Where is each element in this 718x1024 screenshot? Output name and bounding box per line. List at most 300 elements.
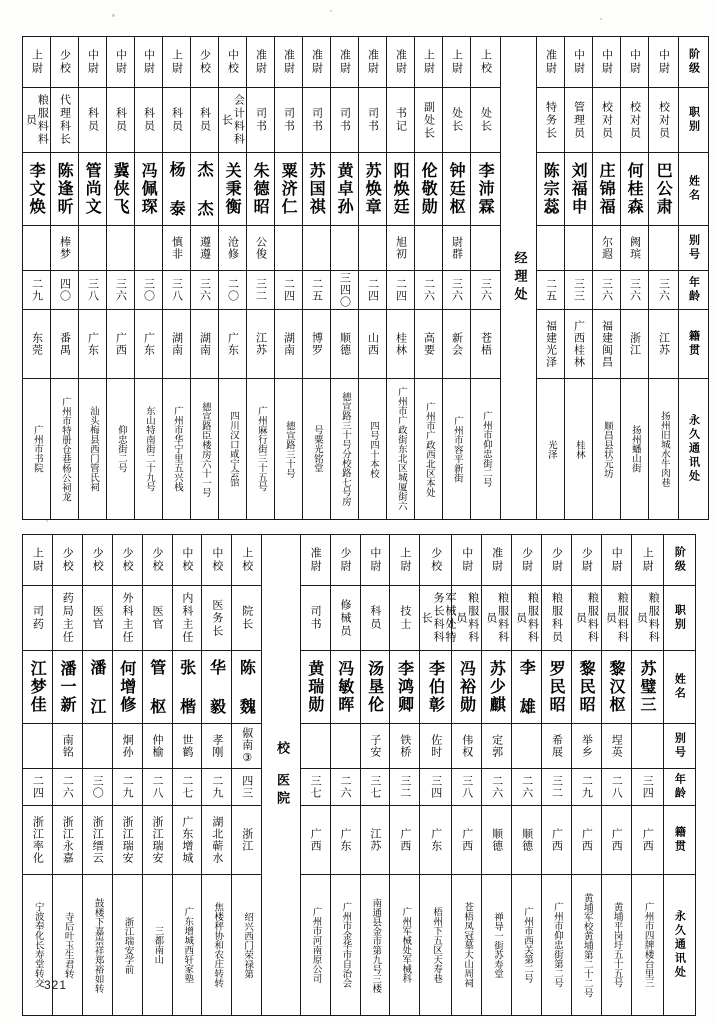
cell-post: 粮服料科员 <box>601 586 631 651</box>
cell-name: 李伯彰 <box>420 651 452 724</box>
cell-age: 三四 <box>631 769 663 806</box>
cell-origin: 浙江率化 <box>23 806 53 875</box>
cell-address: 扬州蟠山街 <box>621 379 649 520</box>
cell-rank: 中尉 <box>621 37 649 88</box>
cell-address: 广州市书院 <box>23 379 51 520</box>
cell-post: 校对员 <box>649 88 679 153</box>
cell-age: 二六 <box>52 769 82 806</box>
cell-alias <box>135 226 163 271</box>
cell-alias: 定郭 <box>482 724 512 769</box>
cell-age: 三六 <box>471 271 501 310</box>
cell-address: 焦楼秤协和农庄转转 <box>202 875 232 1016</box>
cell-name: 罗民昭 <box>542 651 572 724</box>
cell-post: 粮服料科员 <box>572 586 602 651</box>
cell-post: 司书 <box>359 88 387 153</box>
cell-alias <box>275 226 303 271</box>
cell-age: 三六 <box>593 271 621 310</box>
cell-alias: 棒梦 <box>51 226 79 271</box>
cell-name: 汤垦伦 <box>360 651 390 724</box>
cell-age: 二六 <box>330 769 360 806</box>
cell-origin: 江苏 <box>649 310 679 379</box>
cell-rank: 少校 <box>82 535 112 586</box>
cell-age: 二九 <box>202 769 232 806</box>
cell-name: 李鸿卿 <box>390 651 420 724</box>
cell-address: 宁波奉化长寿堂转交 <box>23 875 53 1016</box>
cell-address: 桂林 <box>565 379 593 520</box>
row-header-post: 职别 <box>679 88 709 153</box>
table-row-age <box>23 271 709 310</box>
cell-address: 禅导一街苏寿堂 <box>482 875 512 1016</box>
cell-alias: 尉群 <box>443 226 471 271</box>
table-row-address <box>23 875 696 1016</box>
cell-age: 三〇 <box>82 769 112 806</box>
table-row-address <box>23 379 709 520</box>
register-table-bottom <box>22 534 696 1016</box>
cell-address: 南通县金市第九号三楼 <box>360 875 390 1016</box>
cell-origin: 广东 <box>420 806 452 875</box>
cell-address: 汕头梅县西门管氏祠 <box>79 379 107 520</box>
cell-alias <box>303 226 331 271</box>
cell-name: 朱德昭 <box>247 153 275 226</box>
cell-rank: 少尉 <box>330 535 360 586</box>
row-header-age: 年龄 <box>679 271 709 310</box>
row-header-origin: 籍贯 <box>663 806 695 875</box>
cell-origin: 番禺 <box>51 310 79 379</box>
cell-name: 苏璧三 <box>631 651 663 724</box>
cell-age: 四三 <box>232 769 262 806</box>
cell-name: 李文焕 <box>23 153 51 226</box>
table-divider <box>22 520 696 534</box>
cell-age: 三四〇 <box>331 271 359 310</box>
cell-age: 二六 <box>512 769 542 806</box>
cell-rank: 准尉 <box>359 37 387 88</box>
cell-post: 药局主任 <box>52 586 82 651</box>
cell-address: 顺昌县状元坊 <box>593 379 621 520</box>
cell-name: 杰 杰 <box>191 153 219 226</box>
cell-origin: 江苏 <box>247 310 275 379</box>
cell-origin: 顺德 <box>512 806 542 875</box>
row-header-address: 永久通讯处 <box>663 875 695 1016</box>
cell-name: 何桂森 <box>621 153 649 226</box>
cell-alias: 仲榆 <box>142 724 172 769</box>
cell-age: 二四 <box>23 769 53 806</box>
cell-origin: 广西桂林 <box>565 310 593 379</box>
cell-alias: 沧修 <box>219 226 247 271</box>
cell-post: 粮服料料员 <box>23 88 51 153</box>
cell-rank: 准尉 <box>303 37 331 88</box>
cell-address: 号粟光铭堂 <box>303 379 331 520</box>
cell-alias <box>79 226 107 271</box>
cell-origin: 湖南 <box>191 310 219 379</box>
cell-age: 三八 <box>452 769 482 806</box>
cell-post: 特务长 <box>537 88 565 153</box>
cell-address: 德宣路臣楼房六十一号 <box>191 379 219 520</box>
table-row-post <box>23 88 709 153</box>
cell-address: 德宣路三十号分校路七号房 <box>331 379 359 520</box>
cell-age: 二五 <box>537 271 565 310</box>
cell-post: 内科主任 <box>172 586 202 651</box>
cell-name: 巴公肃 <box>649 153 679 226</box>
cell-name: 苏国祺 <box>303 153 331 226</box>
cell-post: 技士 <box>390 586 420 651</box>
cell-name: 冯佩琛 <box>135 153 163 226</box>
cell-age: 二四 <box>359 271 387 310</box>
row-header-rank: 阶级 <box>679 37 709 88</box>
cell-age: 四〇 <box>51 271 79 310</box>
row-header-alias: 别号 <box>679 226 709 271</box>
table-row-origin <box>23 310 709 379</box>
cell-address: 东山特南街二十九号 <box>135 379 163 520</box>
cell-origin: 高要 <box>415 310 443 379</box>
row-header-alias: 别号 <box>663 724 695 769</box>
cell-address: 广州麻行街三十五号 <box>247 379 275 520</box>
cell-name: 陈 魏 <box>232 651 262 724</box>
cell-rank: 上尉 <box>163 37 191 88</box>
row-header-rank: 阶级 <box>663 535 695 586</box>
cell-age: 二四 <box>275 271 303 310</box>
cell-post: 粮服科员 <box>542 586 572 651</box>
cell-name: 李 雄 <box>512 651 542 724</box>
table-row-age <box>23 769 696 806</box>
cell-alias: 铁桥 <box>390 724 420 769</box>
cell-address: 绍兴西门荣禄第 <box>232 875 262 1016</box>
cell-alias <box>649 226 679 271</box>
cell-alias: 子安 <box>360 724 390 769</box>
cell-rank: 上尉 <box>443 37 471 88</box>
cell-origin: 福建闽昌 <box>593 310 621 379</box>
cell-address: 黄埔平岗圩五十五号 <box>601 875 631 1016</box>
cell-rank: 中校 <box>172 535 202 586</box>
cell-post: 会计料科长 <box>219 88 247 153</box>
cell-age: 三二 <box>247 271 275 310</box>
cell-age: 三二 <box>390 769 420 806</box>
cell-origin: 浙江 <box>621 310 649 379</box>
cell-name: 冯敏晖 <box>330 651 360 724</box>
cell-origin: 广西 <box>452 806 482 875</box>
cell-name: 伦敬勋 <box>415 153 443 226</box>
cell-address: 广州市四牌楼台里三 <box>631 875 663 1016</box>
cell-name: 杨 泰 <box>163 153 191 226</box>
cell-name: 黎民昭 <box>572 651 602 724</box>
cell-rank: 中尉 <box>601 535 631 586</box>
scan-speck <box>600 18 602 20</box>
cell-rank: 上尉 <box>23 37 51 88</box>
cell-address: 广州市河南原公司 <box>300 875 330 1016</box>
cell-address: 黄埔军校黄埔第二十二号 <box>572 875 602 1016</box>
cell-age: 二五 <box>303 271 331 310</box>
cell-address: 仰忠街二号 <box>107 379 135 520</box>
cell-rank: 准尉 <box>247 37 275 88</box>
cell-address: 梧州下五区天寿巷 <box>420 875 452 1016</box>
cell-age: 二七 <box>172 769 202 806</box>
cell-address: 广州市华宁里五兴栈 <box>163 379 191 520</box>
cell-rank: 中尉 <box>135 37 163 88</box>
cell-name: 冀侠飞 <box>107 153 135 226</box>
cell-post: 司药 <box>23 586 53 651</box>
cell-origin: 顺德 <box>331 310 359 379</box>
cell-address: 广州市广政街东北区城厦街六 <box>387 379 415 520</box>
cell-address: 广州市特册仓巷杨公祠龙 <box>51 379 79 520</box>
cell-name: 李沛霖 <box>471 153 501 226</box>
cell-post: 副处长 <box>415 88 443 153</box>
cell-rank: 准尉 <box>275 37 303 88</box>
cell-address: 德宣路三十号 <box>275 379 303 520</box>
cell-post: 司书 <box>247 88 275 153</box>
cell-age: 二六 <box>482 769 512 806</box>
cell-name: 关秉衡 <box>219 153 247 226</box>
cell-origin: 顺德 <box>482 806 512 875</box>
cell-age: 二九 <box>23 271 51 310</box>
cell-alias <box>330 724 360 769</box>
cell-rank: 上尉 <box>415 37 443 88</box>
cell-post: 处长 <box>443 88 471 153</box>
cell-post: 院长 <box>232 586 262 651</box>
cell-origin: 东莞 <box>23 310 51 379</box>
cell-age: 三七 <box>300 769 330 806</box>
cell-alias <box>631 724 663 769</box>
cell-post: 司书 <box>300 586 330 651</box>
cell-rank: 中校 <box>202 535 232 586</box>
cell-origin: 广西 <box>601 806 631 875</box>
cell-alias: 埕英 <box>601 724 631 769</box>
cell-rank: 中尉 <box>593 37 621 88</box>
cell-post: 粮服料科员 <box>631 586 663 651</box>
row-header-address: 永久通讯处 <box>679 379 709 520</box>
cell-address: 寺后叶玉生君转 <box>52 875 82 1016</box>
cell-origin: 新会 <box>443 310 471 379</box>
cell-address: 三都南山 <box>142 875 172 1016</box>
cell-name: 钟廷枢 <box>443 153 471 226</box>
cell-address: 广州市仰忠街二号 <box>471 379 501 520</box>
cell-rank: 中尉 <box>360 535 390 586</box>
table-row-name <box>23 651 696 724</box>
cell-origin: 湖南 <box>163 310 191 379</box>
cell-post: 科员 <box>135 88 163 153</box>
page-number: 321 <box>44 978 68 992</box>
cell-name: 管尚文 <box>79 153 107 226</box>
cell-post: 粮服料科员 <box>482 586 512 651</box>
cell-address: 广州市金华市自治会 <box>330 875 360 1016</box>
cell-age: 三二 <box>542 769 572 806</box>
cell-alias: 尔遐 <box>593 226 621 271</box>
table-row-alias <box>23 724 696 769</box>
row-header-origin: 籍贯 <box>679 310 709 379</box>
cell-alias <box>565 226 593 271</box>
cell-age: 三六 <box>649 271 679 310</box>
cell-alias <box>512 724 542 769</box>
cell-post: 科员 <box>107 88 135 153</box>
table-row-rank <box>23 37 709 88</box>
cell-alias: 世鹤 <box>172 724 202 769</box>
cell-rank: 中尉 <box>79 37 107 88</box>
table-row-origin <box>23 806 696 875</box>
row-header-name: 姓名 <box>679 153 709 226</box>
center-label-cell-bottom: 校 医院 <box>262 535 300 1016</box>
cell-alias: 公俊 <box>247 226 275 271</box>
cell-rank: 少校 <box>142 535 172 586</box>
cell-post: 司书 <box>303 88 331 153</box>
scan-speck <box>112 14 115 17</box>
cell-alias: 孝刚 <box>202 724 232 769</box>
cell-origin: 湖北蕲水 <box>202 806 232 875</box>
cell-name: 苏少麒 <box>482 651 512 724</box>
cell-alias: 旭初 <box>387 226 415 271</box>
cell-rank: 上尉 <box>390 535 420 586</box>
cell-post: 医官 <box>142 586 172 651</box>
cell-name: 冯裕勋 <box>452 651 482 724</box>
cell-alias <box>537 226 565 271</box>
cell-post: 司书 <box>275 88 303 153</box>
cell-age: 三三 <box>565 271 593 310</box>
cell-origin: 广西 <box>390 806 420 875</box>
cell-origin: 浙江永嘉 <box>52 806 82 875</box>
cell-post: 代理科长 <box>51 88 79 153</box>
cell-post: 科员 <box>79 88 107 153</box>
cell-rank: 少校 <box>420 535 452 586</box>
cell-age: 二九 <box>112 769 142 806</box>
cell-post: 科员 <box>360 586 390 651</box>
cell-origin: 福建光泽 <box>537 310 565 379</box>
cell-name: 张 楷 <box>172 651 202 724</box>
cell-age: 二〇 <box>219 271 247 310</box>
cell-post: 科员 <box>163 88 191 153</box>
cell-age: 三八 <box>163 271 191 310</box>
cell-rank: 准尉 <box>387 37 415 88</box>
cell-rank: 上尉 <box>631 535 663 586</box>
cell-address: 广东增城西轩家塾 <box>172 875 202 1016</box>
cell-name: 黎汉枢 <box>601 651 631 724</box>
cell-address: 浙江瑞安学前 <box>112 875 142 1016</box>
cell-name: 阳焕廷 <box>387 153 415 226</box>
cell-origin: 广西 <box>300 806 330 875</box>
cell-rank: 中尉 <box>452 535 482 586</box>
table-row-rank <box>23 535 696 586</box>
cell-address: 四号四十本校 <box>359 379 387 520</box>
cell-name: 粟济仁 <box>275 153 303 226</box>
row-header-name: 姓名 <box>663 651 695 724</box>
cell-post: 校对员 <box>621 88 649 153</box>
cell-post: 军械处特务长科科长 <box>420 586 452 651</box>
cell-address: 扬州旧城水牛肉巷 <box>649 379 679 520</box>
cell-alias: 佐时 <box>420 724 452 769</box>
cell-rank: 少校 <box>51 37 79 88</box>
cell-alias: 俶南③ <box>232 724 262 769</box>
cell-age: 二八 <box>601 769 631 806</box>
cell-address: 广州市仰忠街第二号 <box>542 875 572 1016</box>
cell-name: 庄锦福 <box>593 153 621 226</box>
cell-alias: 炯孙 <box>112 724 142 769</box>
cell-alias <box>23 226 51 271</box>
table-row-post <box>23 586 696 651</box>
cell-alias: 南铭 <box>52 724 82 769</box>
cell-post: 修械员 <box>330 586 360 651</box>
cell-origin: 浙江缙云 <box>82 806 112 875</box>
cell-post: 外科主任 <box>112 586 142 651</box>
cell-origin: 广西 <box>572 806 602 875</box>
cell-origin: 广东 <box>135 310 163 379</box>
cell-rank: 准尉 <box>537 37 565 88</box>
cell-origin: 山西 <box>359 310 387 379</box>
cell-age: 二九 <box>572 769 602 806</box>
cell-alias: 慎非 <box>163 226 191 271</box>
cell-name: 刘福申 <box>565 153 593 226</box>
cell-rank: 准尉 <box>482 535 512 586</box>
cell-origin: 广西 <box>107 310 135 379</box>
cell-age: 二四 <box>387 271 415 310</box>
cell-alias <box>415 226 443 271</box>
cell-alias: 遵遵 <box>191 226 219 271</box>
cell-rank: 中尉 <box>565 37 593 88</box>
cell-name: 潘 江 <box>82 651 112 724</box>
cell-age: 二八 <box>142 769 172 806</box>
cell-address: 广州市广政西北区本处 <box>415 379 443 520</box>
cell-post: 医务长 <box>202 586 232 651</box>
cell-rank: 少尉 <box>542 535 572 586</box>
cell-post: 校对员 <box>593 88 621 153</box>
cell-address: 苍梧凤冠墓大山周祠 <box>452 875 482 1016</box>
cell-origin: 博罗 <box>303 310 331 379</box>
cell-age: 三〇 <box>135 271 163 310</box>
cell-alias <box>359 226 387 271</box>
cell-rank: 少校 <box>191 37 219 88</box>
cell-origin: 浙江瑞安 <box>142 806 172 875</box>
cell-origin: 广西 <box>631 806 663 875</box>
cell-rank: 准尉 <box>300 535 330 586</box>
cell-origin: 江苏 <box>360 806 390 875</box>
table-row-name <box>23 153 709 226</box>
cell-address: 鼓楼下嘉崇祥郑裕如转 <box>82 875 112 1016</box>
cell-alias <box>331 226 359 271</box>
row-header-age: 年龄 <box>663 769 695 806</box>
cell-alias <box>471 226 501 271</box>
cell-name: 陈宗蕊 <box>537 153 565 226</box>
cell-address: 广州市西关第二号 <box>512 875 542 1016</box>
cell-post: 处长 <box>471 88 501 153</box>
cell-alias: 伟权 <box>452 724 482 769</box>
cell-origin: 桂林 <box>387 310 415 379</box>
cell-age: 三六 <box>443 271 471 310</box>
cell-alias <box>82 724 112 769</box>
table-row-alias <box>23 226 709 271</box>
cell-rank: 少尉 <box>572 535 602 586</box>
cell-origin: 广东增城 <box>172 806 202 875</box>
cell-address: 广州市容平新街 <box>443 379 471 520</box>
cell-rank: 上校 <box>232 535 262 586</box>
cell-name: 陈逢昕 <box>51 153 79 226</box>
cell-name: 潘一新 <box>52 651 82 724</box>
cell-origin: 浙江瑞安 <box>112 806 142 875</box>
cell-name: 管 枢 <box>142 651 172 724</box>
cell-rank: 准尉 <box>331 37 359 88</box>
cell-rank: 中尉 <box>107 37 135 88</box>
cell-rank: 中校 <box>219 37 247 88</box>
cell-alias: 希展 <box>542 724 572 769</box>
cell-rank: 上尉 <box>23 535 53 586</box>
cell-post: 司书 <box>331 88 359 153</box>
cell-origin: 广东 <box>79 310 107 379</box>
cell-address: 光泽 <box>537 379 565 520</box>
cell-rank: 中尉 <box>649 37 679 88</box>
center-label-cell-top: 经理处 <box>501 37 537 520</box>
cell-post: 管理员 <box>565 88 593 153</box>
scan-speck <box>330 10 332 12</box>
cell-rank: 少尉 <box>512 535 542 586</box>
cell-rank: 上校 <box>471 37 501 88</box>
cell-age: 三六 <box>107 271 135 310</box>
cell-alias <box>300 724 330 769</box>
cell-name: 何增修 <box>112 651 142 724</box>
cell-age: 三八 <box>79 271 107 310</box>
